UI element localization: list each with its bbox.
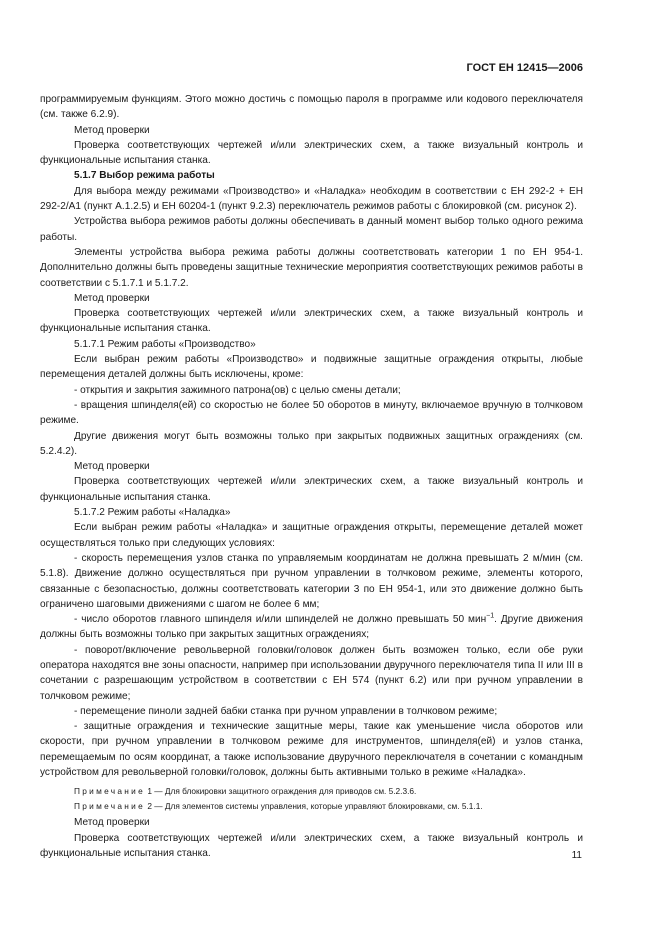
note-1 [40, 785, 583, 798]
paragraph: Проверка соответствующих чертежей и/или электрических схем, а также визуальный контроль и функциональные испытания станка. [40, 308, 583, 335]
note-label: Примечание [74, 786, 146, 797]
list-item: - перемещение пиноли задней бабки станка при ручном управлении в толчковом режиме; [74, 705, 498, 717]
note-2 [40, 800, 583, 813]
note-text: 1 — Для блокировки защитного ограждения для приводов см. 5.2.3.6. [145, 786, 417, 797]
test-method-heading: Метод проверки [74, 124, 150, 136]
document-code-header: ГОСТ ЕН 12415—2006 [466, 62, 583, 74]
list-item [40, 612, 583, 643]
subsection-heading-5-1-7-1: 5.1.7.1 Режим работы «Производство» [74, 338, 256, 350]
superscript: −1 [486, 612, 495, 620]
document-body [40, 92, 583, 861]
list-item: - поворот/включение револьверной головки/головок должен быть возможен только, если обе руки оператора находятся вне зоны опасности, например при использовании двуручного переключателя типа II или III в сочетании с разрешающим устройством в соответствии с ЕН 574 (пункт 6.2) или при ручном управлении в толчковом режиме; [40, 644, 583, 702]
paragraph: Проверка соответствующих чертежей и/или электрических схем, а также визуальный контроль и функциональные испытания станка. [40, 832, 583, 859]
list-item: - вращения шпинделя(ей) со скоростью не более 50 оборотов в минуту, включаемое вручную в толчковом режиме. [40, 399, 583, 427]
test-method-heading: Метод проверки [74, 461, 150, 473]
paragraph: Если выбран режим работы «Производство» и подвижные защитные ограждения открыты, любые перемещения деталей должны быть исключены, кроме: [40, 354, 583, 381]
list-item: - защитные ограждения и технические защитные меры, такие как уменьшение числа оборотов или скорости, при ручном управлении в толчковом режиме для инструментов, шпинделя(ей) и узлов станка, перемещаемым по осям координат, а также использование двуручного переключателя в сочетании с командным устройством для револьверной головки/головок, должны быть активными только в режиме «Наладка». [40, 721, 583, 779]
paragraph: Если выбран режим работы «Наладка» и защитные ограждения открыты, перемещение деталей может осуществляться только при следующих условиях: [40, 522, 583, 549]
paragraph: Устройства выбора режимов работы должны обеспечивать в данный момент выбор только одного режима работы. [40, 216, 583, 243]
subsection-heading-5-1-7-2: 5.1.7.2 Режим работы «Наладка» [74, 507, 231, 519]
list-item-text: - число оборотов главного шпинделя и/или шпинделей не должно превышать 50 мин [74, 614, 487, 626]
paragraph: Для выбора между режимами «Производство» и «Наладка» необходим в соответствии с ЕН 292-2 + ЕН 292-2/А1 (пункт А.1.2.5) и ЕН 60204-1 (пункт 9.2.3) переключатель режимов работы с блокировкой (см. рисунок 2). [40, 185, 583, 213]
test-method-heading: Метод проверки [74, 817, 150, 829]
section-heading-5-1-7: 5.1.7 Выбор режима работы [74, 170, 215, 182]
list-item-text: . Другие движения должны быть возможны только при закрытых защитных ограждениях; [40, 614, 583, 641]
list-item: - открытия и закрытия зажимного патрона(ов) с целью смены детали; [74, 384, 401, 396]
note-label: Примечание [74, 801, 146, 812]
paragraph: Другие движения могут быть возможны только при закрытых подвижных защитных ограждениях (см. 5.2.4.2). [40, 430, 583, 457]
list-item: - скорость перемещения узлов станка по управляемым координатам не должна превышать 2 м/мин (см. 5.1.8). Движение должно осуществляться при ручном управлении в толчковом режиме, элементы которого, связанные с безопасностью, должны соответствовать категории 3 по ЕН 954-1, или это движение должно быть ограничено шаговыми движениями с шагом не более 6 мм; [40, 552, 583, 610]
page-number: 11 [571, 850, 582, 861]
paragraph: Проверка соответствующих чертежей и/или электрических схем, а также визуальный контроль и функциональные испытания станка. [40, 139, 583, 167]
paragraph: Элементы устройства выбора режима работы должны соответствовать категории 1 по ЕН 954-1. Дополнительно должны быть проведены защитные технические мероприятия соответствующих режимов работы в соответствии с 5.1.7.1 и 5.1.7.2. [40, 246, 583, 289]
test-method-heading: Метод проверки [74, 292, 150, 304]
paragraph: программируемым функциям. Этого можно достичь с помощью пароля в программе или кодового переключателя (см. также 6.2.9). [40, 94, 583, 121]
note-text: 2 — Для элементов системы управления, которые управляют блокировками, см. 5.1.1. [145, 801, 483, 812]
paragraph: Проверка соответствующих чертежей и/или электрических схем, а также визуальный контроль и функциональные испытания станка. [40, 476, 583, 503]
